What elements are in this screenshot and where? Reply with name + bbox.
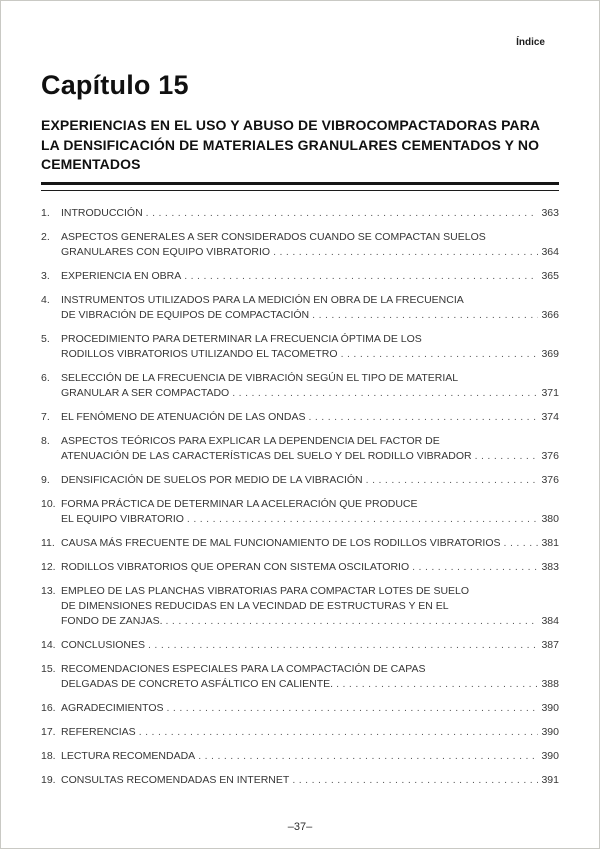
dot-leader xyxy=(232,386,538,401)
toc-entry-title: EL FENÓMENO DE ATENUACIÓN DE LAS ONDAS xyxy=(61,410,306,423)
toc-entry-page: 369 xyxy=(541,347,559,360)
toc-entry xyxy=(41,293,559,323)
toc-entry-lastline xyxy=(61,614,559,629)
toc-entry-page: 376 xyxy=(541,449,559,462)
toc-entry-body xyxy=(61,473,559,488)
toc-entry xyxy=(41,662,559,692)
toc-entry-body xyxy=(61,497,559,527)
toc-entry-lastline xyxy=(61,701,559,716)
dot-leader xyxy=(412,560,538,575)
toc-entry-lastline xyxy=(61,410,559,425)
toc-entry-lastline xyxy=(61,638,559,653)
toc-entry-number: 18. xyxy=(41,749,56,762)
toc-entry-title: AGRADECIMIENTOS xyxy=(61,701,164,714)
toc-entry-body xyxy=(61,662,559,692)
toc-entry-lastline xyxy=(61,347,559,362)
dot-leader xyxy=(187,512,539,527)
toc-entry-lastline xyxy=(61,677,559,692)
toc-entry-lastline xyxy=(61,308,559,323)
toc-entry-body xyxy=(61,371,559,401)
toc-entry-number: 12. xyxy=(41,560,56,573)
dot-leader xyxy=(167,701,539,716)
toc-entry-lastline xyxy=(61,725,559,740)
toc-entry-number: 14. xyxy=(41,638,56,651)
toc-entry-page: 381 xyxy=(541,536,559,549)
toc-list xyxy=(41,206,559,788)
chapter-title-line: LA DENSIFICACIÓN DE MATERIALES GRANULARES CEMENTADOS Y NO xyxy=(41,136,540,153)
toc-entry xyxy=(41,206,559,221)
toc-entry-body xyxy=(61,332,559,362)
toc-entry xyxy=(41,230,559,260)
toc-entry-page: 390 xyxy=(541,725,559,738)
toc-entry-title: EL EQUIPO VIBRATORIO xyxy=(61,512,184,525)
toc-entry-lastline xyxy=(61,473,559,488)
toc-entry-number: 19. xyxy=(41,773,56,786)
toc-entry-page: 383 xyxy=(541,560,559,573)
toc-entry-line: PROCEDIMIENTO PARA DETERMINAR LA FRECUENCIA ÓPTIMA DE LOS xyxy=(61,332,422,345)
toc-entry-title: GRANULAR A SER COMPACTADO xyxy=(61,386,230,399)
toc-entry-lastline xyxy=(61,560,559,575)
toc-entry-number: 10. xyxy=(41,497,56,510)
dot-leader xyxy=(292,773,538,788)
toc-entry-lastline xyxy=(61,749,559,764)
toc-entry-body xyxy=(61,638,559,653)
toc-entry-number: 16. xyxy=(41,701,56,714)
toc-entry-number: 17. xyxy=(41,725,56,738)
toc-entry-line: ASPECTOS TEÓRICOS PARA EXPLICAR LA DEPENDENCIA DEL FACTOR DE xyxy=(61,434,440,447)
toc-entry-lastline xyxy=(61,245,559,260)
toc-entry-page: 364 xyxy=(541,245,559,258)
toc-entry-title: CONSULTAS RECOMENDADAS EN INTERNET xyxy=(61,773,290,786)
page-number-footer: –37– xyxy=(287,821,313,833)
dot-leader xyxy=(341,347,539,362)
toc-entry-body xyxy=(61,536,559,551)
toc-entry-lastline xyxy=(61,206,559,221)
toc-entry-line: RECOMENDACIONES ESPECIALES PARA LA COMPACTACIÓN DE CAPAS xyxy=(61,662,426,675)
toc-entry-body xyxy=(61,269,559,284)
toc-entry-page: 366 xyxy=(541,308,559,321)
toc-entry-number: 15. xyxy=(41,662,56,675)
toc-entry-title: RODILLOS VIBRATORIOS QUE OPERAN CON SISTEMA OSCILATORIO xyxy=(61,560,410,573)
toc-entry-line: INSTRUMENTOS UTILIZADOS PARA LA MEDICIÓN EN OBRA DE LA FRECUENCIA xyxy=(61,293,464,306)
toc-entry-body xyxy=(61,410,559,425)
dot-leader xyxy=(336,677,538,692)
title-double-rule xyxy=(41,182,559,191)
dot-leader xyxy=(312,308,538,323)
toc-entry-number: 5. xyxy=(41,332,50,345)
toc-entry-body xyxy=(61,230,559,260)
toc-entry xyxy=(41,497,559,527)
toc-entry-number: 3. xyxy=(41,269,50,282)
toc-entry-page: 388 xyxy=(541,677,559,690)
toc-entry xyxy=(41,536,559,551)
toc-entry-page: 376 xyxy=(541,473,559,486)
toc-entry-line: FORMA PRÁCTICA DE DETERMINAR LA ACELERACIÓN QUE PRODUCE xyxy=(61,497,418,510)
dot-leader xyxy=(308,410,538,425)
toc-entry-title: EXPERIENCIA EN OBRA xyxy=(61,269,182,282)
toc-entry xyxy=(41,269,559,284)
dot-leader xyxy=(146,206,539,221)
toc-entry-number: 8. xyxy=(41,434,50,447)
toc-entry xyxy=(41,725,559,740)
toc-entry-lastline xyxy=(61,269,559,284)
dot-leader xyxy=(184,269,538,284)
toc-entry-body xyxy=(61,584,559,629)
toc-entry-line: SELECCIÓN DE LA FRECUENCIA DE VIBRACIÓN SEGÚN EL TIPO DE MATERIAL xyxy=(61,371,459,384)
toc-entry-title: REFERENCIAS xyxy=(61,725,136,738)
toc-entry-title: DELGADAS DE CONCRETO ASFÁLTICO EN CALIENTE. xyxy=(61,677,334,690)
toc-entry-lastline xyxy=(61,773,559,788)
toc-entry-title: LECTURA RECOMENDADA xyxy=(61,749,196,762)
toc-entry xyxy=(41,584,559,629)
toc-entry-title: DE VIBRACIÓN DE EQUIPOS DE COMPACTACIÓN xyxy=(61,308,310,321)
toc-entry-page: 384 xyxy=(541,614,559,627)
dot-leader xyxy=(198,749,538,764)
dot-leader xyxy=(504,536,539,551)
toc-entry-body xyxy=(61,725,559,740)
toc-entry-number: 4. xyxy=(41,293,50,306)
toc-entry-title: CONCLUSIONES xyxy=(61,638,146,651)
toc-entry-page: 374 xyxy=(541,410,559,423)
toc-entry-lastline xyxy=(61,386,559,401)
toc-entry-body xyxy=(61,206,559,221)
toc-entry-title: FONDO DE ZANJAS. xyxy=(61,614,163,627)
toc-entry-page: 371 xyxy=(541,386,559,399)
chapter-title xyxy=(41,116,559,175)
toc-entry-number: 7. xyxy=(41,410,50,423)
toc-entry xyxy=(41,473,559,488)
toc-entry-lastline xyxy=(61,449,559,464)
dot-leader xyxy=(148,638,538,653)
toc-entry-page: 365 xyxy=(541,269,559,282)
chapter-number-heading: Capítulo 15 xyxy=(41,70,189,100)
toc-entry xyxy=(41,332,559,362)
toc-entry-title: GRANULARES CON EQUIPO VIBRATORIO xyxy=(61,245,271,258)
dot-leader xyxy=(166,614,539,629)
toc-entry xyxy=(41,560,559,575)
toc-entry-lastline xyxy=(61,512,559,527)
toc-entry-line: EMPLEO DE LAS PLANCHAS VIBRATORIAS PARA COMPACTAR LOTES DE SUELO xyxy=(61,584,470,597)
toc-entry-number: 1. xyxy=(41,206,50,219)
toc-entry-page: 390 xyxy=(541,701,559,714)
toc-entry-lastline xyxy=(61,536,559,551)
toc-entry-body xyxy=(61,701,559,716)
dot-leader xyxy=(139,725,539,740)
toc-entry-title: DENSIFICACIÓN DE SUELOS POR MEDIO DE LA VIBRACIÓN xyxy=(61,473,363,486)
toc-entry-number: 9. xyxy=(41,473,50,486)
toc-entry-page: 390 xyxy=(541,749,559,762)
toc-entry-body xyxy=(61,560,559,575)
toc-entry-number: 11. xyxy=(41,536,55,549)
toc-entry-body xyxy=(61,434,559,464)
toc-entry-title: RODILLOS VIBRATORIOS UTILIZANDO EL TACOMETRO xyxy=(61,347,338,360)
toc-entry-body xyxy=(61,773,559,788)
chapter-title-line: EXPERIENCIAS EN EL USO Y ABUSO DE VIBROCOMPACTADORAS PARA xyxy=(41,117,541,133)
toc-entry-page: 380 xyxy=(541,512,559,525)
toc-entry-page: 387 xyxy=(541,638,559,651)
toc-entry-title: CAUSA MÁS FRECUENTE DE MAL FUNCIONAMIENTO DE LOS RODILLOS VIBRATORIOS xyxy=(61,536,501,549)
toc-entry xyxy=(41,434,559,464)
toc-entry-number: 2. xyxy=(41,230,50,243)
toc-entry-title: ATENUACIÓN DE LAS CARACTERÍSTICAS DEL SUELO Y DEL RODILLO VIBRADOR xyxy=(61,449,472,462)
toc-entry-page: 363 xyxy=(541,206,559,219)
chapter-title-line: CEMENTADOS xyxy=(41,156,141,172)
toc-entry-line: ASPECTOS GENERALES A SER CONSIDERADOS CUANDO SE COMPACTAN SUELOS xyxy=(61,230,486,243)
toc-entry xyxy=(41,371,559,401)
toc-entry xyxy=(41,749,559,764)
toc-entry xyxy=(41,701,559,716)
toc-entry xyxy=(41,638,559,653)
toc-entry-body xyxy=(61,749,559,764)
dot-leader xyxy=(475,449,539,464)
toc-entry-number: 6. xyxy=(41,371,50,384)
toc-entry xyxy=(41,410,559,425)
toc-entry xyxy=(41,773,559,788)
toc-entry-page: 391 xyxy=(541,773,559,786)
toc-entry-body xyxy=(61,293,559,323)
toc-entry-title: INTRODUCCIÓN xyxy=(61,206,143,219)
dot-leader xyxy=(273,245,538,260)
toc-entry-line: DE DIMENSIONES REDUCIDAS EN LA VECINDAD DE ESTRUCTURAS Y EN EL xyxy=(61,599,449,612)
toc-entry-number: 13. xyxy=(41,584,56,597)
page-header-index-label: Índice xyxy=(516,37,545,48)
dot-leader xyxy=(366,473,539,488)
